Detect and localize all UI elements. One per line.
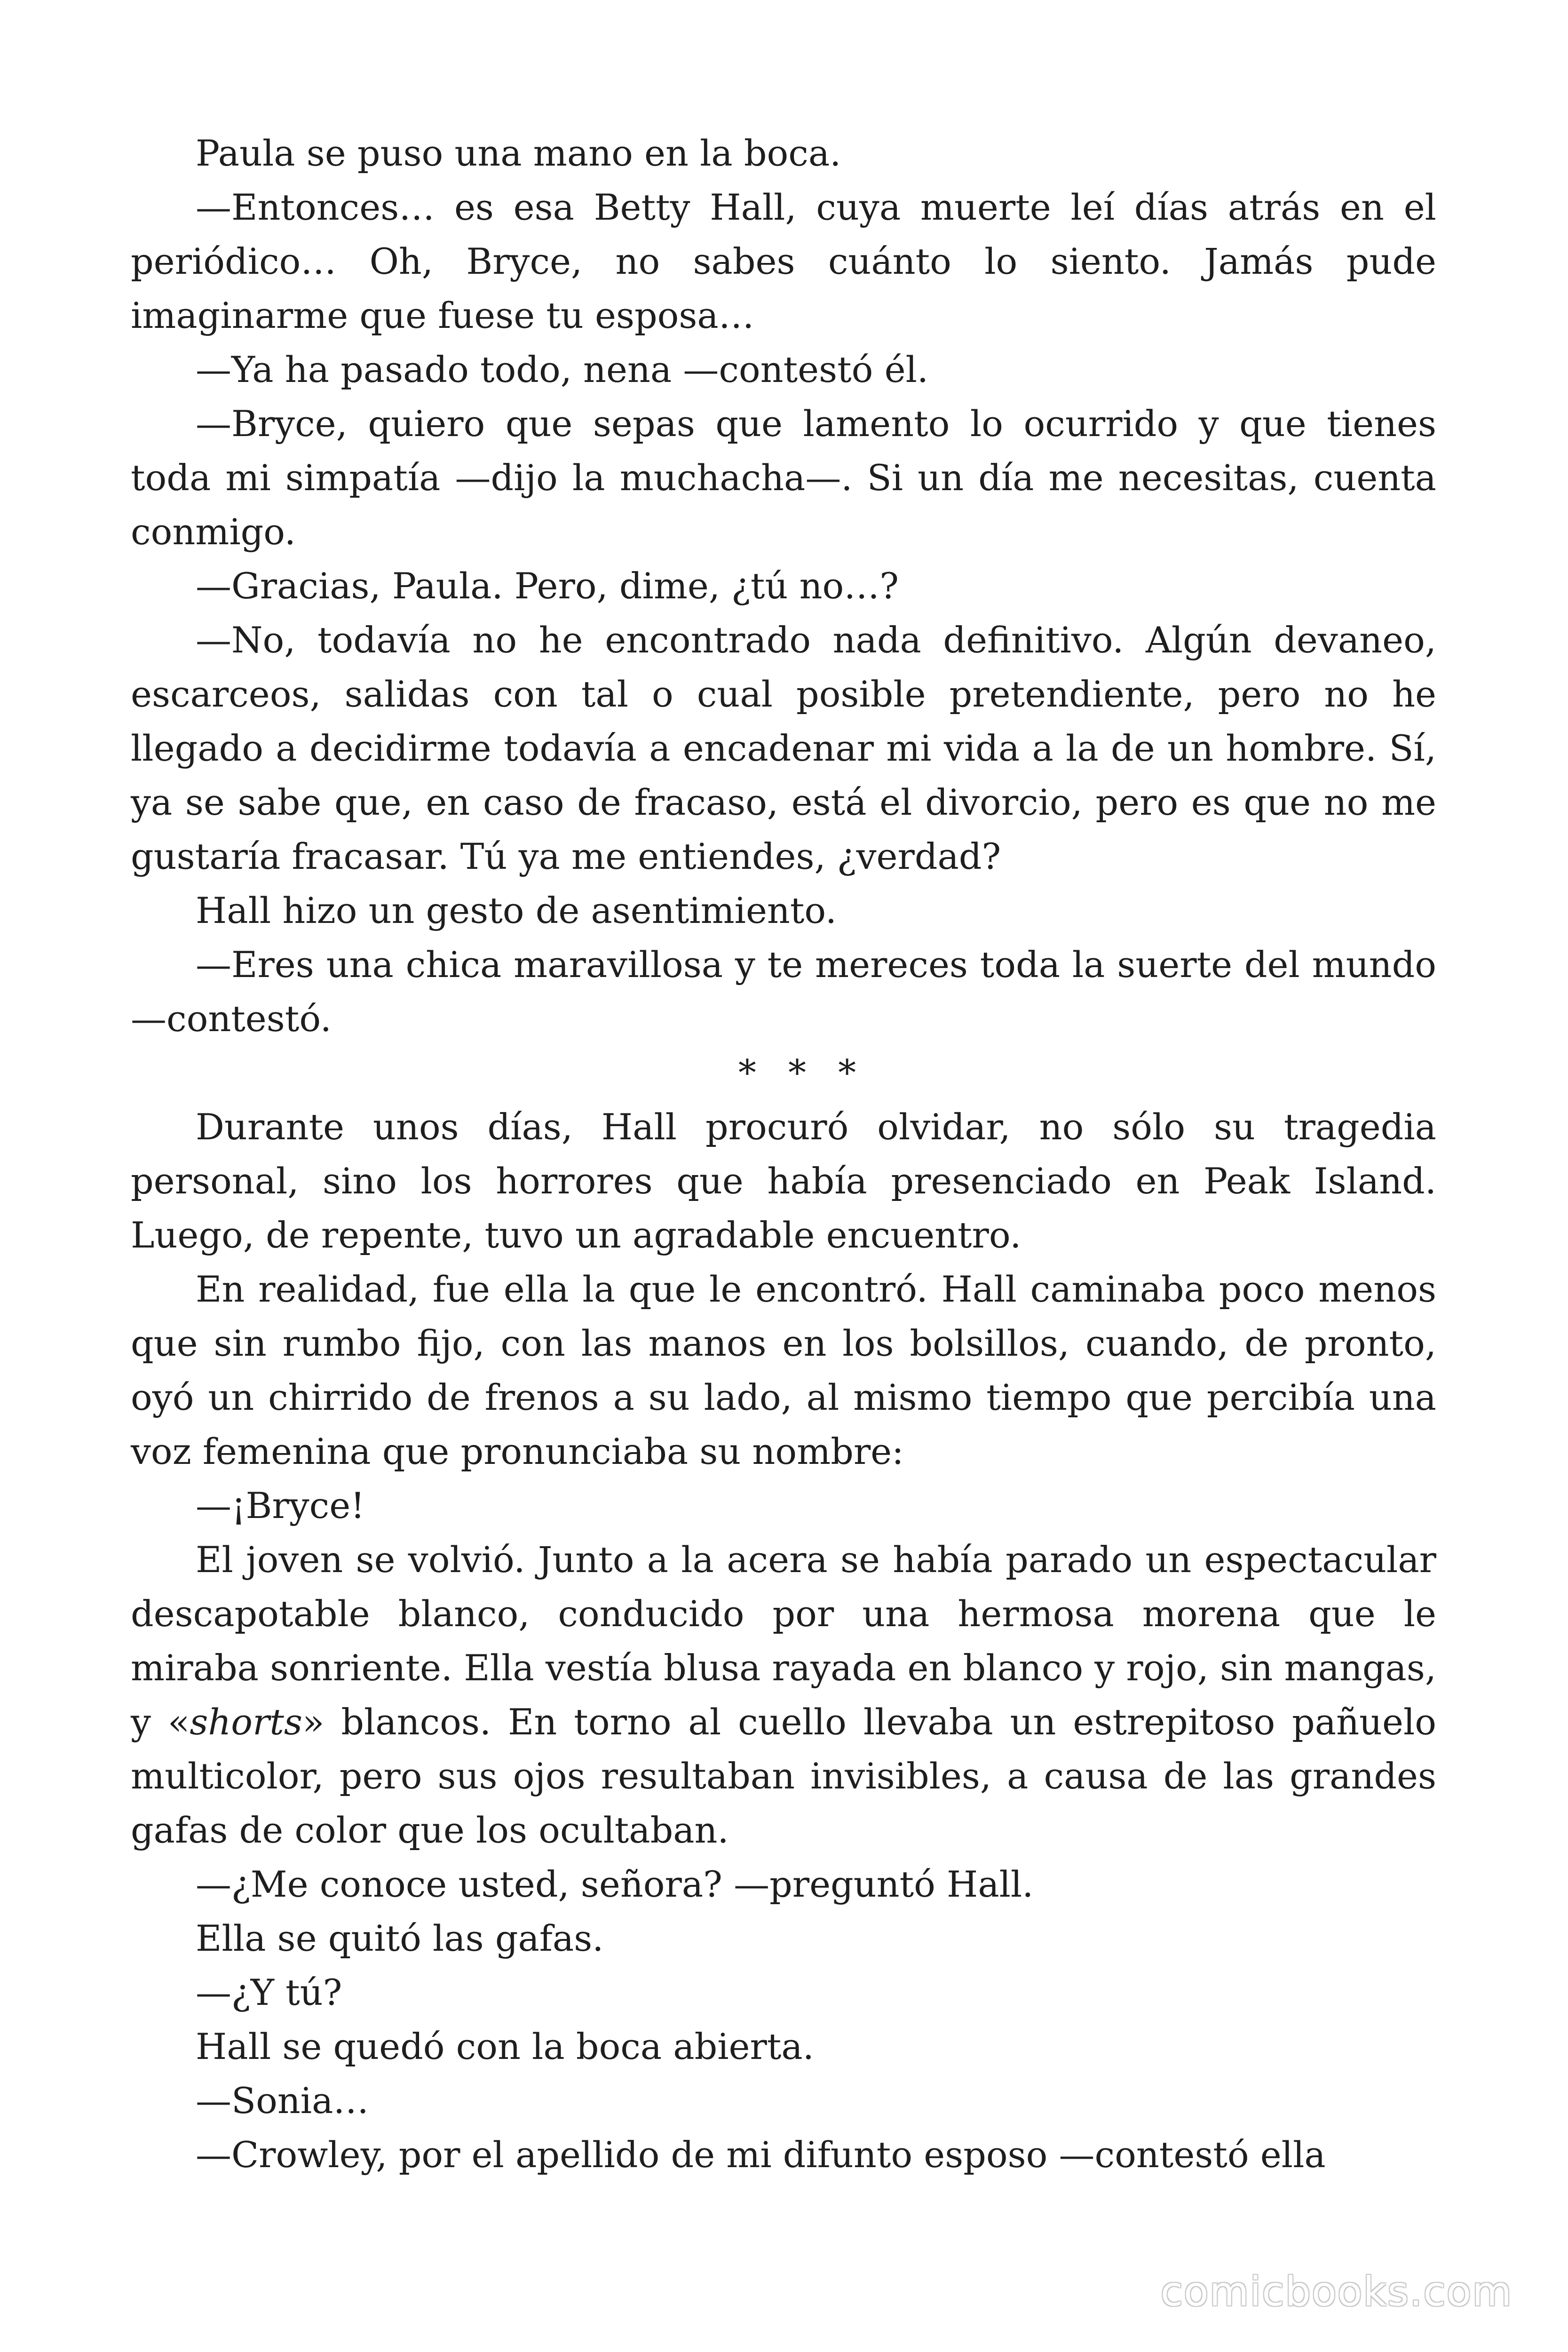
paragraph: Paula se puso una mano en la boca. <box>196 132 841 174</box>
paragraph: —Crowley, por el apellido de mi difunto esposo —contestó ella <box>196 2134 1326 2176</box>
paragraph: —Entonces… es esa Betty Hall, cuya muerte leí días atrás en el periódico… Oh, Bryce, no sabes cuánto lo siento. Jamás pude imaginarme que fuese tu esposa… <box>131 186 1436 336</box>
paragraph: —Gracias, Paula. Pero, dime, ¿tú no…? <box>196 565 899 607</box>
paragraph: Hall se quedó con la boca abierta. <box>196 2026 814 2067</box>
paragraph: —Ya ha pasado todo, nena —contestó él. <box>196 349 929 390</box>
italic-word: shorts <box>190 1701 302 1743</box>
page-body-text <box>131 126 1436 2182</box>
scene-separator: * * * <box>738 1052 867 1094</box>
paragraph: —Eres una chica maravillosa y te mereces toda la suerte del mundo —contestó. <box>131 944 1436 1040</box>
paragraph: —¿Y tú? <box>196 1971 342 2013</box>
paragraph: Ella se quitó las gafas. <box>196 1917 604 1959</box>
paragraph-text-before: El joven se volvió. Junto a la acera se había parado un espectacular descapotable blanco, conducido por una hermosa morena que le miraba sonriente. Ella vestía blusa rayada en blanco y rojo, sin mangas, y « <box>131 1539 1436 1743</box>
paragraph: —Sonia… <box>196 2080 369 2122</box>
paragraph: —¿Me conoce usted, señora? —preguntó Hall. <box>196 1863 1034 1905</box>
paragraph: En realidad, fue ella la que le encontró. Hall caminaba poco menos que sin rumbo fijo, con las manos en los bolsillos, cuando, de pronto, oyó un chirrido de frenos a su lado, al mismo tiempo que percibía una voz femenina que pronunciaba su nombre: <box>131 1268 1436 1472</box>
paragraph: Durante unos días, Hall procuró olvidar, no sólo su tragedia personal, sino los horrores que había presenciado en Peak Island. Luego, de repente, tuvo un agradable encuentro. <box>131 1106 1436 1256</box>
paragraph: —¡Bryce! <box>196 1485 365 1526</box>
paragraph: —Bryce, quiero que sepas que lamento lo ocurrido y que tienes toda mi simpatía —dijo la muchacha—. Si un día me necesitas, cuenta conmigo. <box>131 403 1436 553</box>
paragraph: Hall hizo un gesto de asentimiento. <box>196 890 837 931</box>
paragraph-text-after: » blancos. En torno al cuello llevaba un estrepitoso pañuelo multicolor, pero sus ojos resultaban invisibles, a causa de las grandes gafas de color que los ocultaban. <box>131 1701 1437 1851</box>
paragraph-with-italic <box>131 1533 1436 1857</box>
paragraph: —No, todavía no he encontrado nada definitivo. Algún devaneo, escarceos, salidas con tal o cual posible pretendiente, pero no he llegado a decidirme todavía a encadenar mi vida a la de un hombre. Sí, ya se sabe que, en caso de fracaso, está el divorcio, pero es que no me gustaría fracasar. Tú ya me entiendes, ¿verdad? <box>131 619 1436 877</box>
watermark: comicbooks.com <box>1160 2268 1513 2315</box>
